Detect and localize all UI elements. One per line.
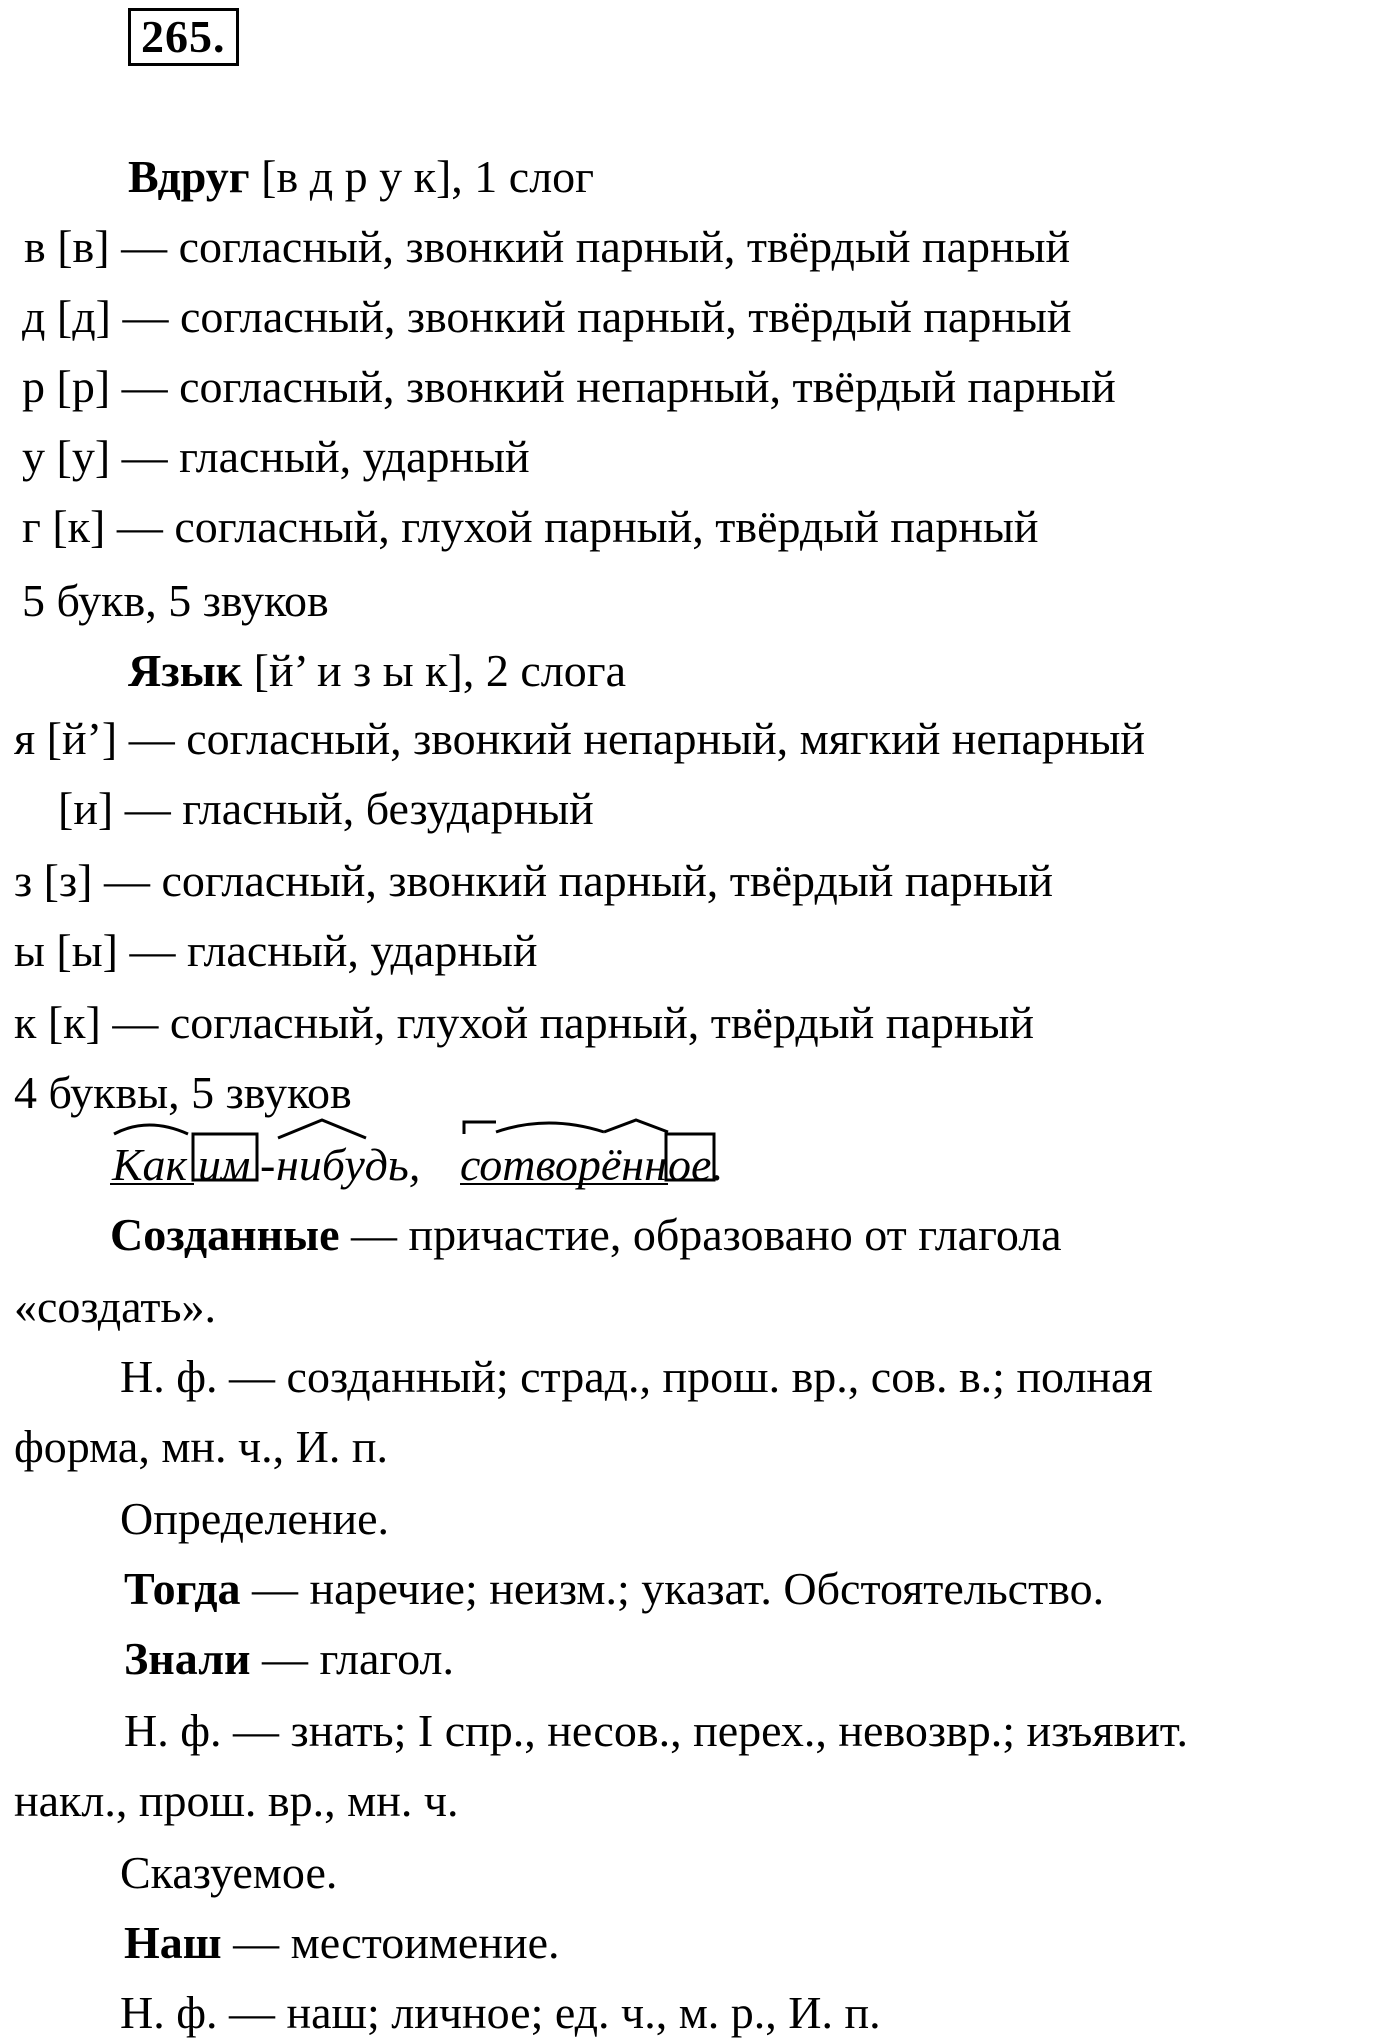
morph-part-nibud: нибудь, [276,1139,421,1190]
root-arc-kak [114,1125,188,1134]
yazyk-line-5: к [к] — согласный, глухой парный, твёрдый парный [14,997,1034,1048]
nash-desc: — местоимение. [221,1917,560,1968]
vdrug-transcription: [в д р у к], 1 слог [249,151,595,202]
sozdannye-cont: «создать». [14,1281,216,1332]
morph-part-hyphen: - [260,1139,276,1190]
sozdannye-desc: — причастие, образовано от глагола [339,1209,1062,1260]
nf1-line: Н. ф. — созданный; страд., прош. вр., сов. в.; полная [120,1351,1153,1402]
yazyk-word: Язык [128,645,243,696]
vdrug-line-1: в [в] — согласный, звонкий парный, твёрдый парный [24,221,1071,272]
morph-part-period: . [712,1139,724,1190]
exercise-number-box: 265. [128,8,239,66]
znali-word: Знали [124,1633,251,1684]
nf2-line: Н. ф. — знать; I спр., несов., перех., невозвр.; изъявит. [124,1705,1188,1756]
nash-word: Наш [124,1917,222,1968]
yazyk-line-4: ы [ы] — гласный, ударный [14,925,538,976]
morph-part-oe: ое [668,1139,712,1190]
morph-part-sotvorenn: сотворённ [460,1139,667,1190]
togda-desc: — наречие; неизм.; указат. Обстоятельство. [240,1563,1105,1614]
role2-line: Сказуемое. [120,1847,338,1898]
vdrug-count: 5 букв, 5 звуков [22,575,329,626]
yazyk-count: 4 буквы, 5 звуков [14,1067,352,1118]
sozdannye-word: Созданные [110,1209,340,1260]
yazyk-line-1: я [й’] — согласный, звонкий непарный, мягкий непарный [14,713,1146,764]
togda-line [124,1562,1104,1616]
morph-part-im: им [198,1139,251,1190]
nf2-cont: накл., прош. вр., мн. ч. [14,1775,459,1826]
yazyk-transcription: [й’ и з ы к], 2 слога [242,645,626,696]
vdrug-heading [128,150,594,204]
role1-line: Определение. [120,1493,389,1544]
suffix-roof-nibud [278,1120,366,1138]
nf3-line: Н. ф. — наш; личное; ед. ч., м. р., И. п. [120,1987,881,2038]
vdrug-line-4: у [у] — гласный, ударный [22,431,530,482]
prefix-mark-so [464,1122,496,1134]
nf1-cont: форма, мн. ч., И. п. [14,1421,389,1472]
sozdannye-line [110,1208,1062,1262]
togda-word: Тогда [124,1563,241,1614]
yazyk-line-2: [и] — гласный, безударный [58,783,594,834]
morph-part-kak: Как [112,1139,188,1190]
yazyk-heading [128,644,626,698]
znali-line [124,1632,454,1686]
vdrug-line-3: р [р] — согласный, звонкий непарный, твёрдый парный [22,361,1116,412]
suffix-roof-enn [604,1120,668,1132]
yazyk-line-3: з [з] — согласный, звонкий парный, твёрдый парный [14,855,1054,906]
nash-line [124,1916,560,1970]
morpheme-analysis [108,1110,808,1200]
vdrug-line-5: г [к] — согласный, глухой парный, твёрдый парный [22,501,1039,552]
vdrug-line-2: д [д] — согласный, звонкий парный, твёрдый парный [22,291,1072,342]
vdrug-word: Вдруг [128,151,250,202]
znali-desc: — глагол. [250,1633,454,1684]
root-arc-tvor [496,1123,604,1132]
